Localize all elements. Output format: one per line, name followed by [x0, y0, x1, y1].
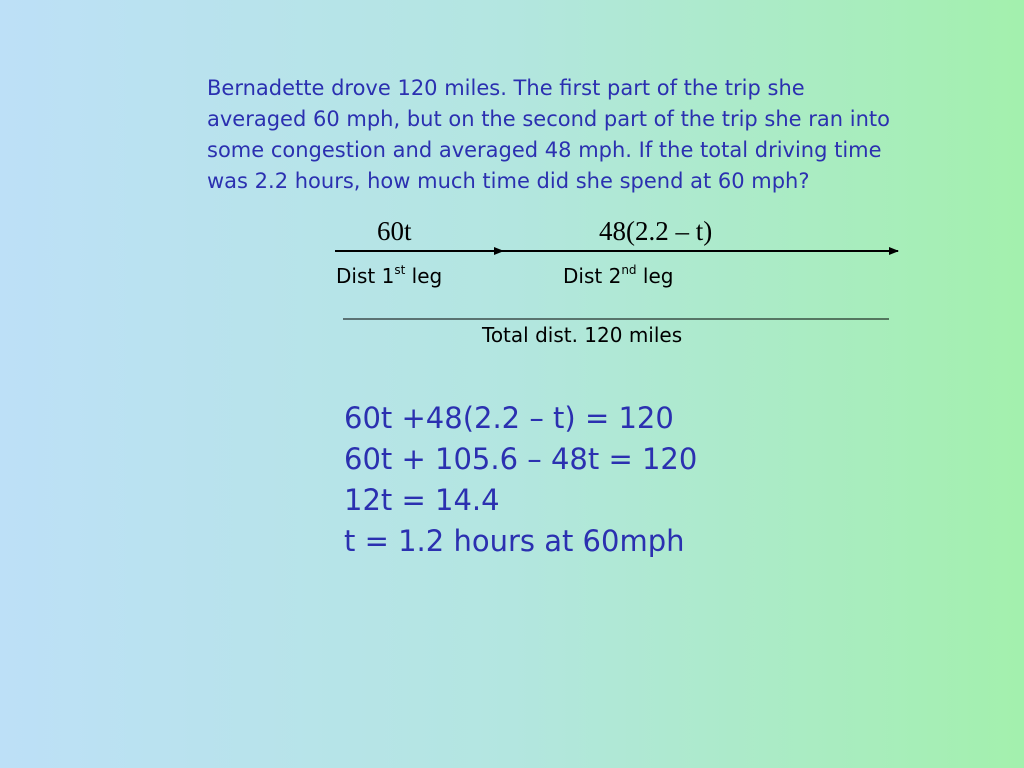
leg2-label-text: Dist 2 [563, 264, 622, 288]
leg1-label [336, 264, 442, 288]
equation-line: 60t + 105.6 – 48t = 120 [344, 442, 698, 476]
leg1-label-text: Dist 1 [336, 264, 395, 288]
equation-line: 12t = 14.4 [344, 483, 500, 517]
problem-line: was 2.2 hours, how much time did she spend at 60 mph? [207, 169, 810, 193]
total-distance-label: Total dist. 120 miles [482, 323, 683, 347]
leg1-expression: 60t [377, 216, 412, 246]
leg2-label [563, 264, 673, 288]
leg2-label-tail: leg [636, 264, 674, 288]
leg1-label-tail: leg [405, 264, 443, 288]
equation-line: t = 1.2 hours at 60mph [344, 524, 685, 558]
leg2-label-sup: nd [621, 263, 637, 277]
leg1-label-sup: st [394, 263, 406, 277]
equation-line: 60t +48(2.2 – t) = 120 [344, 401, 674, 435]
problem-line: some congestion and averaged 48 mph. If the total driving time [207, 138, 882, 162]
solution-steps [344, 398, 697, 562]
problem-line: Bernadette drove 120 miles. The first part of the trip she [207, 76, 805, 100]
problem-line: averaged 60 mph, but on the second part of the trip she ran into [207, 107, 890, 131]
leg2-expression: 48(2.2 – t) [599, 216, 713, 246]
